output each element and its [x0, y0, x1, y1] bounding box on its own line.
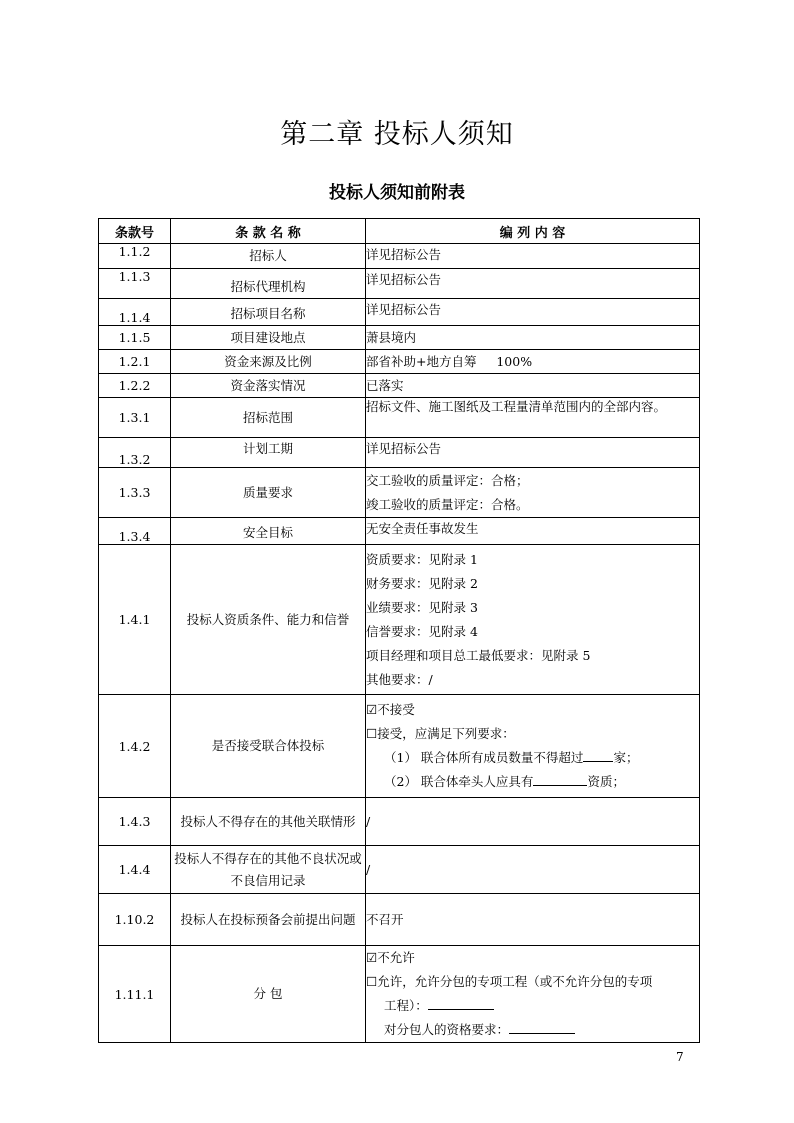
row-num: 1.2.1: [99, 350, 171, 374]
row-num: 1.3.1: [99, 398, 171, 438]
requirement-line: 其他要求：/: [366, 671, 433, 687]
option-not-accept: ☑不接受: [366, 702, 415, 717]
table-row: [99, 894, 700, 946]
page-number: 7: [676, 1050, 684, 1064]
requirement-line: 项目经理和项目总工最低要求：见附录 5: [366, 647, 591, 663]
consortium-requirement: （2） 联合体牵头人应具有 资质；: [366, 770, 699, 794]
row-name: 投标人资质条件、能力和信誉: [171, 545, 366, 695]
row-name: 项目建设地点: [171, 326, 366, 350]
row-name: 资金落实情况: [171, 374, 366, 398]
row-content: 萧县境内: [366, 326, 700, 350]
table-row: [99, 326, 700, 350]
row-num: 1.4.3: [99, 798, 171, 846]
row-num: 1.4.1: [99, 545, 171, 695]
row-num: 1.4.2: [99, 695, 171, 798]
row-name: 招标范围: [171, 398, 366, 438]
row-name: 计划工期: [171, 438, 366, 468]
chapter-title: 第二章 投标人须知: [280, 119, 514, 150]
table-row: [99, 545, 700, 695]
row-name: 是否接受联合体投标: [171, 695, 366, 798]
row-name: 投标人不得存在的其他关联情形: [171, 798, 366, 846]
row-num: 1.1.3: [99, 269, 171, 299]
quality-line: 竣工验收的质量评定：合格。: [366, 496, 529, 512]
row-content: [366, 545, 700, 695]
row-content: 无安全责任事故发生: [366, 518, 700, 545]
requirement-line: 财务要求：见附录 2: [366, 575, 478, 591]
row-num: 1.4.4: [99, 846, 171, 894]
row-num: 1.1.2: [99, 244, 171, 269]
table-row: [99, 244, 700, 269]
requirement-line: 资质要求：见附录 1: [366, 551, 478, 567]
row-content: [366, 695, 700, 798]
row-name: 招标人: [171, 244, 366, 269]
table-row: [99, 299, 700, 326]
table-row: [99, 269, 700, 299]
table-row: [99, 798, 700, 846]
option-accept: ☐接受，应满足下列要求：: [366, 726, 515, 741]
row-name: 投标人在投标预备会前提出问题: [171, 894, 366, 946]
row-num: 1.11.1: [99, 946, 171, 1043]
header-content: 编 列 内 容: [366, 219, 700, 244]
header-name: 条 款 名 称: [171, 219, 366, 244]
table-header-row: [99, 219, 700, 244]
table-row: [99, 695, 700, 798]
row-content: 部省补助+地方自筹 100%: [366, 350, 700, 374]
option-not-allow: ☑不允许: [366, 950, 415, 965]
table-row: [99, 518, 700, 545]
header-num: 条款号: [99, 219, 171, 244]
table-row: [99, 468, 700, 518]
row-name: 投标人不得存在的其他不良状况或不良信用记录: [171, 846, 366, 894]
table-row: [99, 438, 700, 468]
row-content: /: [366, 846, 700, 894]
requirement-line: 信誉要求：见附录 4: [366, 623, 478, 639]
row-content: [366, 946, 700, 1043]
table-row: [99, 374, 700, 398]
row-num: 1.10.2: [99, 894, 171, 946]
row-name: 分 包: [171, 946, 366, 1043]
consortium-requirement: （1） 联合体所有成员数量不得超过 家；: [366, 746, 699, 770]
row-content: 详见招标公告: [366, 438, 700, 468]
row-name: 安全目标: [171, 518, 366, 545]
row-num: 1.1.4: [99, 299, 171, 326]
row-content: [366, 468, 700, 518]
requirement-line: 业绩要求：见附录 3: [366, 599, 478, 615]
row-content: /: [366, 798, 700, 846]
row-content: 详见招标公告: [366, 244, 700, 269]
row-content: 已落实: [366, 374, 700, 398]
subcontract-scope: 工程）：: [366, 994, 699, 1018]
table-row: [99, 398, 700, 438]
table-row: [99, 350, 700, 374]
row-num: 1.3.4: [99, 518, 171, 545]
row-num: 1.2.2: [99, 374, 171, 398]
row-num: 1.1.5: [99, 326, 171, 350]
row-content: 不召开: [366, 894, 700, 946]
row-content: 招标文件、施工图纸及工程量清单范围内的全部内容。: [366, 398, 700, 438]
table-title: 投标人须知前附表: [329, 183, 465, 203]
row-name: 质量要求: [171, 468, 366, 518]
table-row: [99, 846, 700, 894]
option-allow: ☐允许，允许分包的专项工程（或不允许分包的专项: [366, 974, 653, 989]
row-num: 1.3.2: [99, 438, 171, 468]
quality-line: 交工验收的质量评定：合格；: [366, 472, 529, 488]
row-name: 资金来源及比例: [171, 350, 366, 374]
row-name: 招标代理机构: [171, 269, 366, 299]
subcontractor-qualification: 对分包人的资格要求：: [366, 1018, 699, 1042]
table-row: [99, 946, 700, 1043]
row-content: 详见招标公告: [366, 299, 700, 326]
row-num: 1.3.3: [99, 468, 171, 518]
row-content: 详见招标公告: [366, 269, 700, 299]
bidder-instructions-table: [98, 218, 700, 1043]
row-name: 招标项目名称: [171, 299, 366, 326]
